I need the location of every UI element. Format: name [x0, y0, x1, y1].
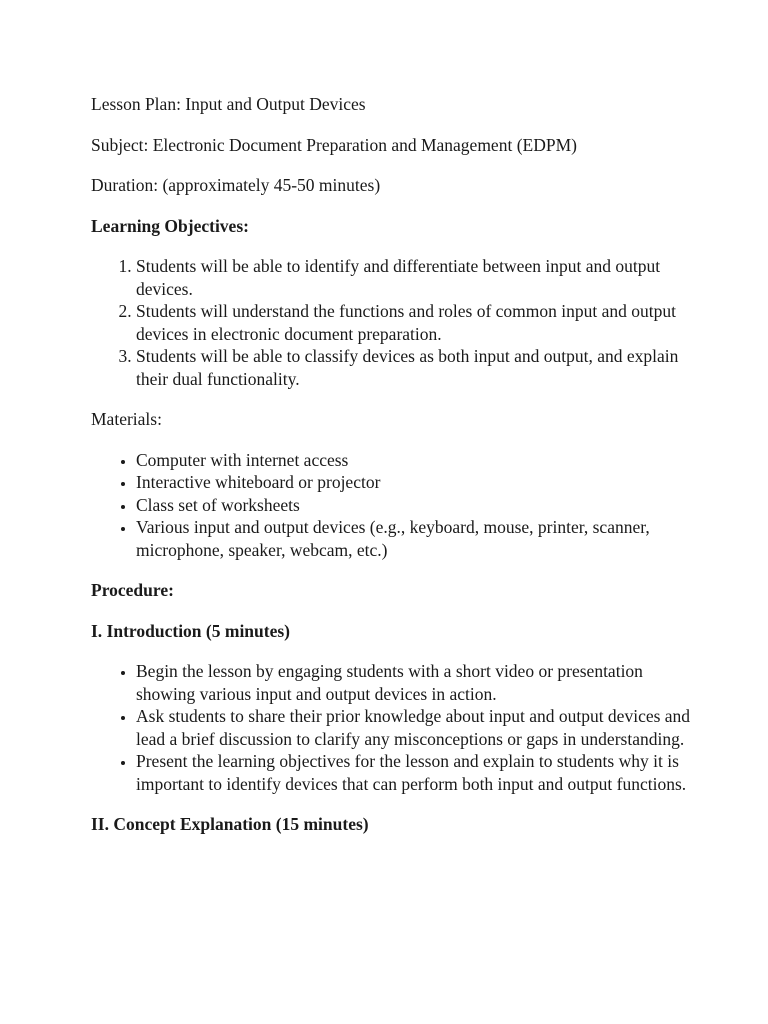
material-item: • Various input and output devices (e.g., keyboard, mouse, printer, scanner, microphone, speaker, webcam, etc.) — [136, 516, 691, 561]
objectives-list — [91, 255, 691, 390]
material-item: • Interactive whiteboard or projector — [136, 471, 691, 494]
objective-item: 1. Students will be able to identify and differentiate between input and output devices. — [136, 255, 691, 300]
document-page — [91, 93, 691, 854]
lesson-title: Lesson Plan: Input and Output Devices — [91, 94, 366, 114]
objective-item: 3. Students will be able to classify devices as both input and output, and explain their dual functionality. — [136, 345, 691, 390]
materials-heading: Materials: — [91, 409, 162, 429]
materials-list — [91, 449, 691, 562]
intro-list — [91, 660, 691, 795]
objectives-heading: Learning Objectives: — [91, 215, 249, 236]
material-item: • Computer with internet access — [136, 449, 691, 472]
intro-item: • Ask students to share their prior knowledge about input and output devices and lead a brief discussion to clarify any misconceptions or gaps in understanding. — [136, 705, 691, 750]
intro-item: • Begin the lesson by engaging students with a short video or presentation showing various input and output devices in action. — [136, 660, 691, 705]
intro-heading: I. Introduction (5 minutes) — [91, 620, 291, 641]
objective-item: 2. Students will understand the functions and roles of common input and output devices in electronic document preparation. — [136, 300, 691, 345]
procedure-heading: Procedure: — [91, 580, 174, 600]
duration-line: Duration: (approximately 45-50 minutes) — [91, 175, 381, 195]
material-item: • Class set of worksheets — [136, 494, 691, 517]
subject-line: Subject: Electronic Document Preparation and Management (EDPM) — [91, 134, 577, 155]
concept-heading: II. Concept Explanation (15 minutes) — [91, 814, 369, 834]
intro-item: • Present the learning objectives for the lesson and explain to students why it is important to identify devices that can perform both input and output functions. — [136, 750, 691, 795]
